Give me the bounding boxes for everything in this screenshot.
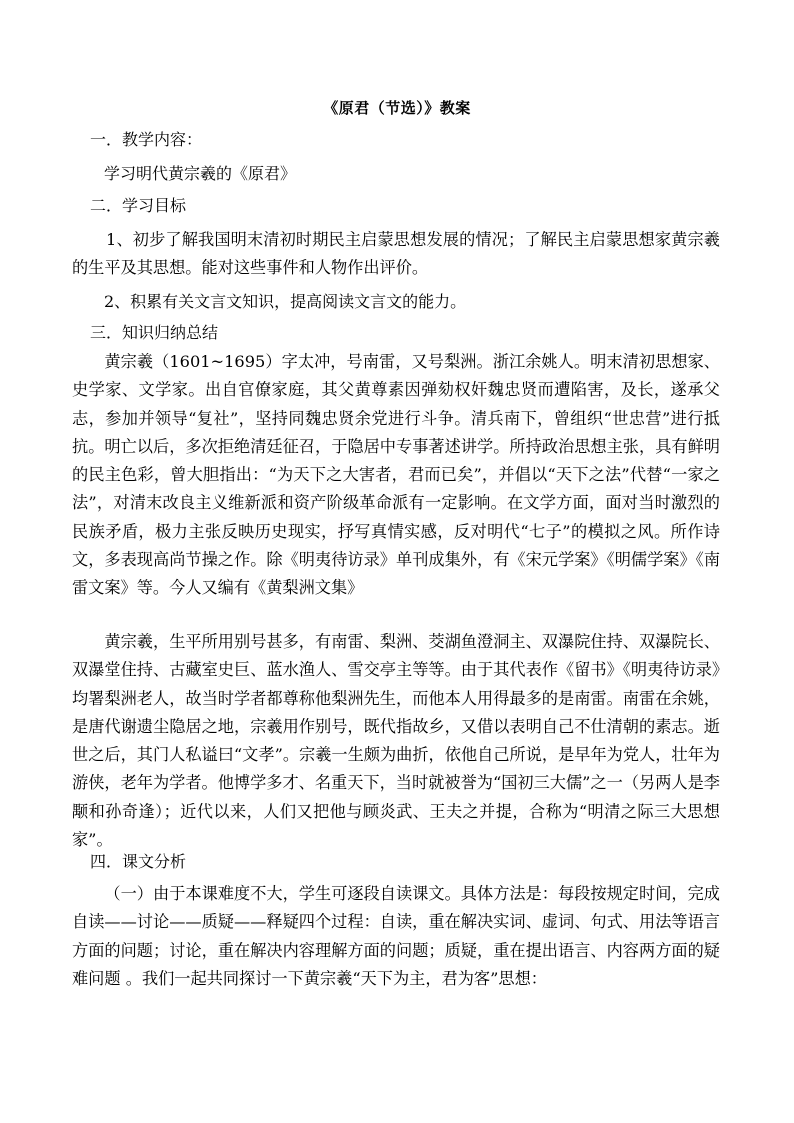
biography-paragraph-2: 黄宗羲，生平所用别号甚多，有南雷、梨洲、茭湖鱼澄洞主、双瀑院住持、双瀑院长、双瀑堂住持、古藏室史巨、蓝水渔人、雪交亭主等等。由于其代表作《留书》《明夷待访录》均署梨洲老人，故当时学者都尊称他梨洲先生，而他本人用得最多的是南雷。南雷在余姚，是唐代谢遗尘隐居之地，宗羲用作别号，既代指故乡，又借以表明自己不仕清朝的素志。逝世之后，其门人私谥曰“文孝”。宗羲一生颇为曲折，依他自己所说，是早年为党人，壮年为游侠，老年为学者。他博学多才、名重天下，当时就被誉为“国初三大儒”之一（另两人是李颙和孙奇逢）；近代以来，人们又把他与顾炎武、王夫之并提，合称为“明清之际三大思想家”。 (72, 632, 720, 850)
analysis-paragraph: （一）由于本课难度不大，学生可逐段自读课文。具体方法是：每段按规定时间，完成自读——讨论——质疑——释疑四个过程：自读，重在解决实词、虚词、句式、用法等语言方面的问题；讨论，重在解决内容理解方面的问题；质疑，重在提出语言、内容两方面的疑难问题 。我们一起共同探讨一下黄宗羲“天下为主，君为客”思想： (72, 884, 720, 988)
document-title: 《原君（节选）》教案 (323, 99, 471, 117)
learning-goal-2: 2、积累有关文言文知识，提高阅读文言文的能力。 (104, 292, 467, 311)
learning-goal-1: 1、初步了解我国明末清初时期民主启蒙思想发展的情况；了解民主启蒙思想家黄宗羲的生平及其思想。能对这些事件和人物作出评价。 (72, 230, 720, 278)
section-heading-learning-goals: 二．学习目标 (90, 196, 187, 215)
section-heading-text-analysis: 四．课文分析 (90, 852, 187, 871)
section-heading-knowledge-summary: 三．知识归纳总结 (90, 323, 219, 342)
biography-paragraph-1: 黄宗羲（1601~1695）字太冲，号南雷，又号梨洲。浙江余姚人。明末清初思想家、史学家、文学家。出自官僚家庭，其父黄尊素因弹劾权奸魏忠贤而遭陷害，及长，遂承父志，参加并领导“复社”，坚持同魏忠贤余党进行斗争。清兵南下，曾组织“世忠营”进行抵抗。明亡以后，多次拒绝清廷征召，于隐居中专事著述讲学。所持政治思想主张，具有鲜明的民主色彩，曾大胆指出：“为天下之大害者，君而已矣”，并倡以“天下之法”代替“一家之法”，对清末改良主义维新派和资产阶级革命派有一定影响。在文学方面，面对当时激烈的民族矛盾，极力主张反映历史现实，抒写真情实感，反对明代“七子”的模拟之风。所作诗文，多表现高尚节操之作。除《明夷待访录》单刊成集外，有《宋元学案》《明儒学案》《南雷文案》等。今人又编有《黄梨洲文集》 (72, 352, 720, 598)
teaching-content-text: 学习明代黄宗羲的《原君》 (104, 164, 297, 183)
section-heading-teaching-content: 一．教学内容： (90, 130, 203, 149)
